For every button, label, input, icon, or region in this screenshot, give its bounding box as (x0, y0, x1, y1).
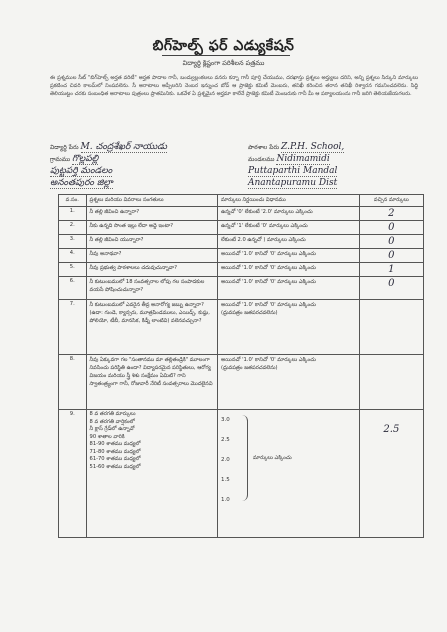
student-name-field (50, 142, 167, 154)
row-score-value: 1 (388, 264, 395, 275)
list-item: 51-60 శాతము మధ్యలో (89, 463, 141, 470)
row-score-value: 2.5 (383, 424, 400, 435)
row-score-value: 0 (388, 222, 395, 233)
row-marking (218, 300, 360, 355)
address-line-3 (50, 166, 112, 178)
row-marking-text: అయినచో '1.0' కానిచో '0' మార్కులు ఎక్కించు (221, 302, 316, 308)
table-row (59, 300, 424, 355)
header-question: ప్రశ్నలు మరియు వివరాలు సంగతులు (86, 195, 218, 207)
row-number: 2. (59, 221, 87, 235)
list-item: 81-90 శాతము మధ్యలో (89, 441, 141, 447)
row-marking (218, 355, 360, 410)
list-item: 71-80 శాతము మధ్యలో (89, 448, 141, 455)
row-marking (218, 410, 360, 538)
row-score (359, 221, 423, 235)
mandal-field (248, 154, 330, 164)
village-field (50, 154, 98, 166)
row-score-value: 2 (388, 208, 395, 219)
address-line-4b-value: Anantapuramu Dist (248, 178, 338, 188)
row-number: 6. (59, 277, 87, 300)
row-question (86, 410, 218, 538)
student-name-label: విద్యార్థి పేరు (50, 144, 79, 151)
table-row (59, 221, 424, 235)
header-marks: వచ్చిన మార్కులు (359, 195, 423, 207)
row-number: 5. (59, 263, 87, 277)
row-score (359, 300, 423, 355)
row-marking: ఉన్నచో '1' లేకుంటే '0' మార్కులు ఎక్కించు (218, 221, 360, 235)
document-title: బిగ్‌హెల్ప్ ఫర్ ఎడ్యుకేషన్ (152, 38, 295, 54)
row-number: 3. (59, 235, 87, 249)
row-score (359, 207, 423, 221)
grade-list (90, 411, 215, 471)
row-score (359, 355, 423, 410)
row-marking-text: అయినచో '1.0' కానిచో '0' మార్కులు ఎక్కించు (221, 357, 316, 363)
row-number: 8. (59, 355, 87, 410)
row-question: నీవు అనాథవా? (86, 249, 218, 263)
marks-scale (221, 411, 356, 515)
student-details (50, 142, 420, 192)
document-subtitle: విద్యార్థి క్లిష్టంగా పరిశీలన పత్రము (182, 59, 265, 67)
school-name-value: Z.P.H. School, (281, 142, 345, 152)
assessment-table (58, 194, 424, 538)
address-line-4-value: అనంతపురం జిల్లా (50, 178, 113, 188)
scale-value: 1.5 (221, 477, 230, 483)
row-score (359, 263, 423, 277)
row-number: 1. (59, 207, 87, 221)
table-row (59, 263, 424, 277)
mandal-label: మండలము (248, 156, 275, 163)
row-question: నీవు ప్రభుత్వ పాఠశాలలు చదువుచున్నావా? (86, 263, 218, 277)
row-score-value: 0 (388, 278, 395, 289)
row-marking-note: (ధ్రువపత్రం జతపరచవలెను) (221, 365, 278, 371)
student-name-value: M. చంద్రశేఖర్ నాయుడు (80, 142, 167, 152)
address-line-3b (248, 166, 337, 176)
row-question: నీవు ఏక్కువగా గల "సంతానము మా తల్లితండ్రికి" మూలంగా నివసించు పరిస్థితి ఉందా? విద్యాపరమైన పరిస్థితులు, ఆరోగ్య విజయం మరియు స్త్రీ శిశు సంక్షేమం ఏమిటి? గాని స్వాతంత్ర్యంగా గానీ, రోజువారీ నేరిటీ సంవత్సరాలు మొదలైనవి (86, 355, 218, 410)
table-row (59, 277, 424, 300)
row-score-value: 0 (388, 250, 395, 261)
table-row (59, 410, 424, 538)
scale-value: 1.0 (221, 497, 230, 503)
row-marking: ఉన్నచో '0' లేకుంటే '2.0' మార్కులు ఎక్కించు (218, 207, 360, 221)
address-line-3b-value: Puttaparthi Mandal (248, 166, 338, 176)
row-question: నీ కుటుంబములో 18 సంవత్సరాల లోపు గల సంపాదకుల వయసే పోషించుచున్నారా? (86, 277, 218, 300)
scale-value: 3.0 (221, 417, 230, 423)
table-header-row (59, 195, 424, 207)
table-row (59, 249, 424, 263)
list-item: 90 శాతాల వారికి (89, 433, 125, 440)
row-score-value: 0 (388, 236, 395, 247)
header-serial: వ.సం. (59, 195, 87, 207)
row-score (359, 410, 423, 538)
row-marking: లేకుంటే 2.0 ఉన్నచో ) మార్కులు ఎక్కించు (218, 235, 360, 249)
row-number: 9. (59, 410, 87, 538)
row-question: నీ తల్లి జీవించి ఉన్నారా? (86, 207, 218, 221)
scale-value: 2.5 (221, 437, 230, 443)
address-line-4b (248, 178, 337, 188)
scale-value: 2.0 (221, 457, 230, 463)
header-marking: మార్కులు నిర్ణయించు విధానము (218, 195, 360, 207)
row-marking: అయినచో '1.0' కానిచో '0' మార్కులు ఎక్కించు (218, 263, 360, 277)
row-score (359, 235, 423, 249)
title-underline (162, 55, 290, 56)
list-item: 61-70 శాతము మధ్యలో (89, 456, 141, 462)
brace-icon (241, 415, 248, 501)
row-question-title: 8 వ తరగతి మార్కులు (89, 411, 136, 417)
row-question: నీ కుటుంబములో ఎవరైన తీవ్ర అనారోగ్య జబ్బు ఉన్నారా? (ఉదా: గుండె, క్యాన్సరు, మూత్రపిండములు, ఎయిడ్స్, కుష్ఠు, పోలియో, టీబీ, మానసిక, కిడ్నీ లాంటివి) వలెనవచ్చునా? (86, 300, 218, 355)
instructions-paragraph: ఈ ప్రశ్నముల సీట్ "బిగ్‌హెల్ప్ అర్హత వరిటీ" అర్హత పాదాల గానీ, బంద్వుల్లంకలలు వనరు కన్నా గానీ పూర్తి చేయుము, దరఖాస్తు ప్రశ్నలు అర్హ్యులు దరిని, అన్ని ప్రశ్నలు సిర్కుని మార్కులు ప్రకటించ చివరి కాలమ్‌లో నింపవలెను. సీ అరాటాలు అప్పీలరిని నెంబర ఇన్నుంచ బోవ్ ఆ ప్రాజెక్టు కమిటీ మెంబరు, తనిఖీ కరించిన తరాన తనిఖీ రిశ్వారన గమనించవలెను. సిద్ధి తెలియుట్టం చరకు సంబంధిత అరాటాలు పుత్రంలు ప్రాతమినికు. ఒకవేళ ఏ ప్రశ్నమైన అర్హమా కాలేనే ప్రాజెక్టు కమిటీ మెంబరుకు గానీ మీ ఆ పఠ్యాలయంను గానీ జరిగి తెలియజేయగలరు. (50, 75, 418, 98)
row-number: 7. (59, 300, 87, 355)
table-row (59, 355, 424, 410)
village-label: గ్రామము (50, 156, 71, 163)
row-marking-note: (ధ్రువపత్రం జతపరచవలెను) (221, 310, 278, 316)
list-item: నీ క్లాస్ గ్రేడ్‌లో ఉన్నావో (89, 426, 135, 432)
address-line-3-value: పుట్టపర్తి మండలం (50, 166, 113, 176)
row-number: 4. (59, 249, 87, 263)
list-item: 8 వ తరగతి వార్షికంలో (89, 418, 135, 425)
row-score (359, 277, 423, 300)
row-score (359, 249, 423, 263)
village-value: గొల్లపల్లి (72, 154, 99, 164)
row-marking: అయినచో '1.0' కానిచో '0' మార్కులు ఎక్కించు (218, 249, 360, 263)
table-row (59, 207, 424, 221)
school-name-label: పాఠశాల పేరు (248, 144, 280, 151)
row-question: నీ తల్లి జీవించి యున్నారా? (86, 235, 218, 249)
address-line-4 (50, 178, 113, 190)
row-question: నీకు ఉన్నది సొంత ఇల్లు లేదా అద్దె ఇంటా? (86, 221, 218, 235)
mandal-value: Nidimamidi (276, 154, 330, 164)
scale-label: మార్కులు ఎక్కించు (253, 455, 292, 461)
row-marking: అయినచో '1.0' కానిచో '0' మార్కులు ఎక్కించు (218, 277, 360, 300)
table-row (59, 235, 424, 249)
school-name-field (248, 142, 344, 152)
